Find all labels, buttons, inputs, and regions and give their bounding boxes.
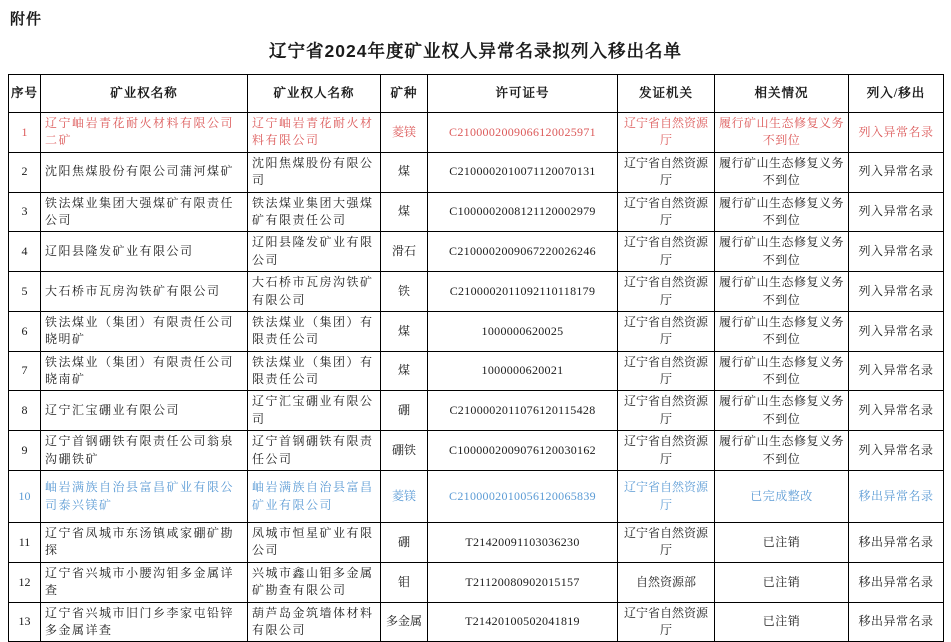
cell-status: 列入异常名录: [849, 391, 944, 431]
cell-status: 移出异常名录: [849, 602, 944, 642]
cell-mining-right-name: 岫岩满族自治县富昌矿业有限公司泰兴镁矿: [41, 471, 248, 523]
cell-mining-right-name: 铁法煤业（集团）有限责任公司晓明矿: [41, 311, 248, 351]
cell-mining-right-name: 辽宁省凤城市东汤镇咸家硼矿勘探: [41, 523, 248, 563]
cell-mining-right-name: 辽宁首钢硼铁有限责任公司翁泉沟硼铁矿: [41, 431, 248, 471]
cell-status: 列入异常名录: [849, 431, 944, 471]
cell-mineral: 硼: [381, 523, 428, 563]
cell-situation: 已注销: [715, 602, 849, 642]
col-header-status: 列入/移出: [849, 75, 944, 113]
cell-license-no: C2100002011092110118179: [428, 272, 618, 312]
table-row: [9, 272, 944, 312]
cell-authority: 自然资源部: [618, 562, 715, 602]
cell-license-no: C1000002009076120030162: [428, 431, 618, 471]
cell-status: 列入异常名录: [849, 311, 944, 351]
cell-status: 列入异常名录: [849, 152, 944, 192]
cell-mineral: 多金属: [381, 602, 428, 642]
cell-holder-name: 铁法煤业（集团）有限责任公司: [248, 351, 381, 391]
cell-holder-name: 葫芦岛金筑墙体材料有限公司: [248, 602, 381, 642]
cell-holder-name: 辽宁汇宝硼业有限公司: [248, 391, 381, 431]
cell-situation: 履行矿山生态修复义务不到位: [715, 232, 849, 272]
cell-situation: 履行矿山生态修复义务不到位: [715, 391, 849, 431]
col-header-mineral: 矿种: [381, 75, 428, 113]
cell-authority: 辽宁省自然资源厅: [618, 523, 715, 563]
cell-authority: 辽宁省自然资源厅: [618, 311, 715, 351]
cell-authority: 辽宁省自然资源厅: [618, 192, 715, 232]
col-header-authority: 发证机关: [618, 75, 715, 113]
cell-serial: 5: [9, 272, 41, 312]
cell-status: 列入异常名录: [849, 232, 944, 272]
table-row: [9, 351, 944, 391]
cell-mining-right-name: 辽宁岫岩青花耐火材料有限公司二矿: [41, 113, 248, 153]
cell-situation: 已注销: [715, 562, 849, 602]
cell-mineral: 煤: [381, 152, 428, 192]
cell-serial: 13: [9, 602, 41, 642]
cell-mineral: 煤: [381, 192, 428, 232]
cell-authority: 辽宁省自然资源厅: [618, 471, 715, 523]
cell-holder-name: 铁法煤业（集团）有限责任公司: [248, 311, 381, 351]
col-header-holder-name: 矿业权人名称: [248, 75, 381, 113]
cell-holder-name: 辽宁岫岩青花耐火材料有限公司: [248, 113, 381, 153]
table-row: [9, 602, 944, 642]
cell-mineral: 煤: [381, 351, 428, 391]
cell-status: 列入异常名录: [849, 192, 944, 232]
col-header-mining-right-name: 矿业权名称: [41, 75, 248, 113]
table-row: [9, 431, 944, 471]
cell-situation: 履行矿山生态修复义务不到位: [715, 431, 849, 471]
cell-license-no: C2100002010056120065839: [428, 471, 618, 523]
cell-serial: 11: [9, 523, 41, 563]
cell-license-no: T21420100502041819: [428, 602, 618, 642]
cell-status: 移出异常名录: [849, 471, 944, 523]
cell-holder-name: 铁法煤业集团大强煤矿有限责任公司: [248, 192, 381, 232]
cell-authority: 辽宁省自然资源厅: [618, 113, 715, 153]
table-row: [9, 523, 944, 563]
cell-holder-name: 辽宁首钢硼铁有限责任公司: [248, 431, 381, 471]
cell-serial: 1: [9, 113, 41, 153]
table-row: [9, 391, 944, 431]
col-header-serial: 序号: [9, 75, 41, 113]
cell-status: 列入异常名录: [849, 113, 944, 153]
cell-serial: 2: [9, 152, 41, 192]
table-row: [9, 152, 944, 192]
table-row: [9, 192, 944, 232]
cell-serial: 7: [9, 351, 41, 391]
cell-status: 移出异常名录: [849, 562, 944, 602]
cell-mineral: 菱镁: [381, 471, 428, 523]
cell-license-no: C2100002009066120025971: [428, 113, 618, 153]
cell-license-no: T21120080902015157: [428, 562, 618, 602]
cell-situation: 已完成整改: [715, 471, 849, 523]
cell-mineral: 滑石: [381, 232, 428, 272]
cell-mining-right-name: 辽宁省兴城市旧门乡李家屯铅锌多金属详查: [41, 602, 248, 642]
cell-license-no: C2100002011076120115428: [428, 391, 618, 431]
cell-authority: 辽宁省自然资源厅: [618, 431, 715, 471]
cell-mining-right-name: 辽宁省兴城市小腰沟钼多金属详查: [41, 562, 248, 602]
cell-status: 移出异常名录: [849, 523, 944, 563]
page-title: 辽宁省2024年度矿业权人异常名录拟列入移出名单: [269, 41, 682, 61]
attachment-label: 附件: [10, 11, 43, 28]
table-header-row: [9, 75, 944, 113]
cell-authority: 辽宁省自然资源厅: [618, 232, 715, 272]
cell-license-no: T21420091103036230: [428, 523, 618, 563]
col-header-license-no: 许可证号: [428, 75, 618, 113]
cell-authority: 辽宁省自然资源厅: [618, 272, 715, 312]
col-header-situation: 相关情况: [715, 75, 849, 113]
cell-mineral: 铁: [381, 272, 428, 312]
cell-situation: 履行矿山生态修复义务不到位: [715, 113, 849, 153]
cell-license-no: C2100002009067220026246: [428, 232, 618, 272]
cell-mining-right-name: 沈阳焦煤股份有限公司蒲河煤矿: [41, 152, 248, 192]
cell-mineral: 菱镁: [381, 113, 428, 153]
cell-mining-right-name: 铁法煤业集团大强煤矿有限责任公司: [41, 192, 248, 232]
cell-serial: 6: [9, 311, 41, 351]
table-row: [9, 113, 944, 153]
cell-license-no: 1000000620021: [428, 351, 618, 391]
cell-mineral: 硼铁: [381, 431, 428, 471]
cell-authority: 辽宁省自然资源厅: [618, 351, 715, 391]
cell-mining-right-name: 铁法煤业（集团）有限责任公司晓南矿: [41, 351, 248, 391]
cell-holder-name: 兴城市鑫山钼多金属矿勘查有限公司: [248, 562, 381, 602]
cell-status: 列入异常名录: [849, 272, 944, 312]
cell-serial: 3: [9, 192, 41, 232]
cell-situation: 履行矿山生态修复义务不到位: [715, 311, 849, 351]
cell-serial: 4: [9, 232, 41, 272]
cell-authority: 辽宁省自然资源厅: [618, 602, 715, 642]
cell-situation: 履行矿山生态修复义务不到位: [715, 351, 849, 391]
cell-license-no: 1000000620025: [428, 311, 618, 351]
cell-serial: 10: [9, 471, 41, 523]
cell-situation: 已注销: [715, 523, 849, 563]
abnormal-list-table: [8, 74, 944, 642]
cell-serial: 8: [9, 391, 41, 431]
table-row: [9, 232, 944, 272]
table-row: [9, 471, 944, 523]
cell-serial: 12: [9, 562, 41, 602]
cell-holder-name: 大石桥市瓦房沟铁矿有限公司: [248, 272, 381, 312]
cell-holder-name: 沈阳焦煤股份有限公司: [248, 152, 381, 192]
cell-mining-right-name: 辽宁汇宝硼业有限公司: [41, 391, 248, 431]
cell-authority: 辽宁省自然资源厅: [618, 152, 715, 192]
cell-authority: 辽宁省自然资源厅: [618, 391, 715, 431]
cell-mineral: 煤: [381, 311, 428, 351]
cell-situation: 履行矿山生态修复义务不到位: [715, 272, 849, 312]
cell-mining-right-name: 辽阳县隆发矿业有限公司: [41, 232, 248, 272]
cell-license-no: C2100002010071120070131: [428, 152, 618, 192]
cell-mining-right-name: 大石桥市瓦房沟铁矿有限公司: [41, 272, 248, 312]
cell-situation: 履行矿山生态修复义务不到位: [715, 152, 849, 192]
cell-holder-name: 辽阳县隆发矿业有限公司: [248, 232, 381, 272]
cell-mineral: 钼: [381, 562, 428, 602]
cell-situation: 履行矿山生态修复义务不到位: [715, 192, 849, 232]
cell-serial: 9: [9, 431, 41, 471]
cell-status: 列入异常名录: [849, 351, 944, 391]
cell-mineral: 硼: [381, 391, 428, 431]
table-row: [9, 562, 944, 602]
table-row: [9, 311, 944, 351]
cell-holder-name: 岫岩满族自治县富昌矿业有限公司: [248, 471, 381, 523]
cell-holder-name: 凤城市恒星矿业有限公司: [248, 523, 381, 563]
cell-license-no: C1000002008121120002979: [428, 192, 618, 232]
